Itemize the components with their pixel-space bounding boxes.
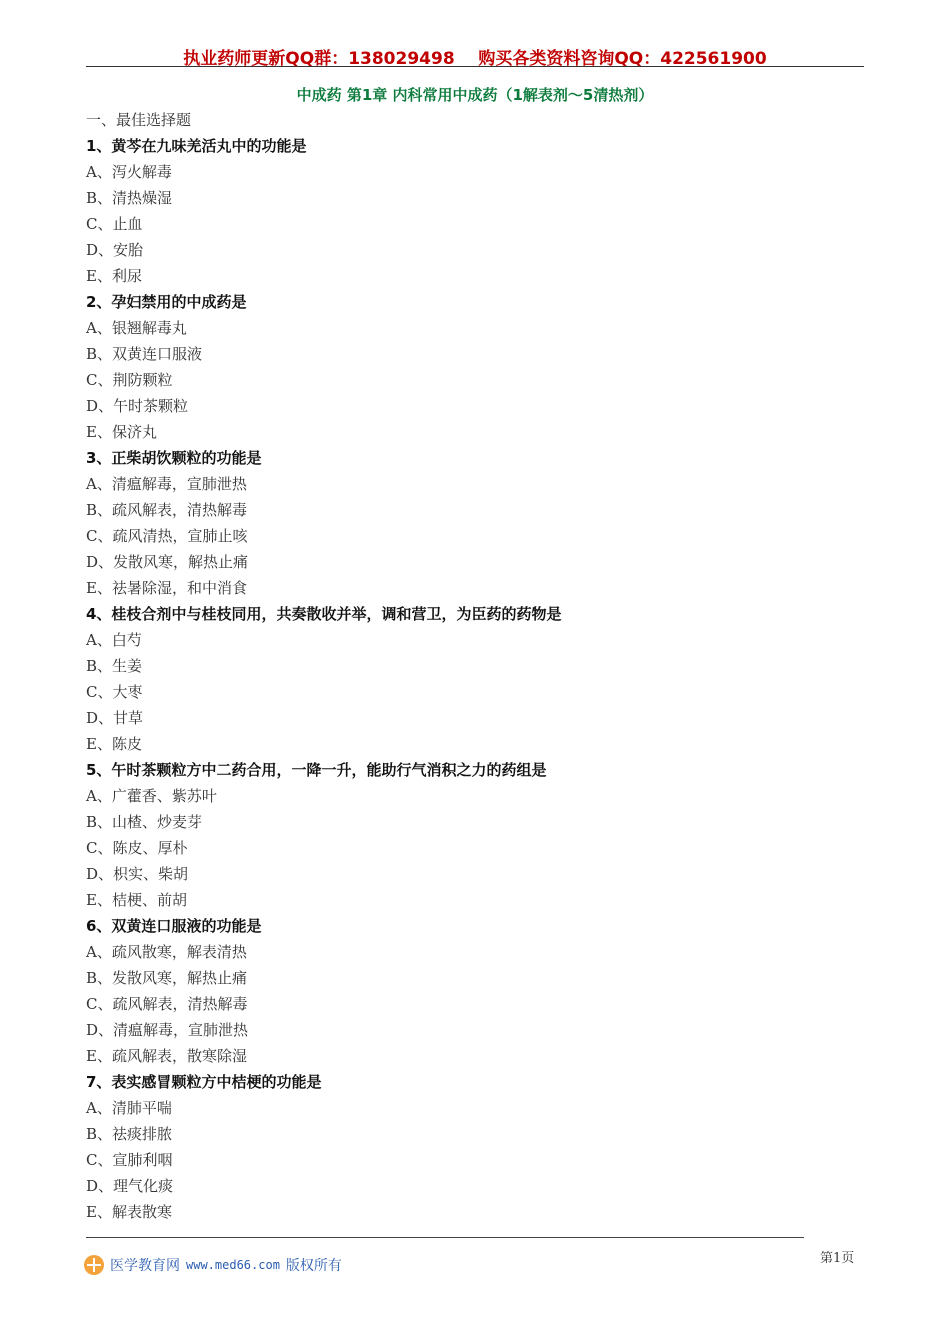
option-e: E、解表散寒 bbox=[86, 1203, 172, 1221]
question-5 bbox=[86, 757, 864, 913]
site-url-link[interactable]: www.med66.com bbox=[186, 1258, 280, 1272]
section-heading: 一、最佳选择题 bbox=[86, 111, 192, 129]
option-c: C、宣肺利咽 bbox=[86, 1151, 173, 1169]
question-stem: 1、黄芩在九味羌活丸中的功能是 bbox=[86, 137, 307, 155]
option-b: B、疏风解表，清热解毒 bbox=[86, 501, 248, 519]
question-2 bbox=[86, 289, 864, 445]
option-d: D、发散风寒，解热止痛 bbox=[86, 553, 249, 571]
option-a: A、银翘解毒丸 bbox=[86, 319, 187, 337]
question-6 bbox=[86, 913, 864, 1069]
option-c: C、荆防颗粒 bbox=[86, 371, 173, 389]
option-d: D、安胎 bbox=[86, 241, 144, 259]
option-a: A、疏风散寒，解表清热 bbox=[86, 943, 247, 961]
question-1 bbox=[86, 133, 864, 289]
option-a: A、泻火解毒 bbox=[86, 163, 172, 181]
option-b: B、祛痰排脓 bbox=[86, 1125, 173, 1143]
option-e: E、利尿 bbox=[86, 267, 142, 285]
document-title: 中成药 第1章 内科常用中成药（1解表剂～5清热剂） bbox=[296, 86, 654, 104]
option-d: D、甘草 bbox=[86, 709, 144, 727]
option-e: E、陈皮 bbox=[86, 735, 142, 753]
question-stem: 5、午时茶颗粒方中二药合用，一降一升，能助行气消积之力的药组是 bbox=[86, 761, 547, 779]
option-d: D、枳实、柴胡 bbox=[86, 865, 189, 883]
option-c: C、疏风清热，宣肺止咳 bbox=[86, 527, 248, 545]
option-b: B、生姜 bbox=[86, 657, 143, 675]
option-a: A、清肺平喘 bbox=[86, 1099, 172, 1117]
option-d: D、清瘟解毒，宣肺泄热 bbox=[86, 1021, 249, 1039]
question-stem: 7、表实感冒颗粒方中桔梗的功能是 bbox=[86, 1073, 322, 1091]
option-e: E、保济丸 bbox=[86, 423, 157, 441]
header-divider bbox=[86, 66, 864, 67]
option-e: E、桔梗、前胡 bbox=[86, 891, 187, 909]
footer-divider bbox=[86, 1237, 804, 1238]
option-a: A、白芍 bbox=[86, 631, 142, 649]
copyright-text: 版权所有 bbox=[285, 1258, 342, 1274]
footer bbox=[84, 1253, 342, 1277]
question-stem: 6、双黄连口服液的功能是 bbox=[86, 917, 262, 935]
option-c: C、陈皮、厚朴 bbox=[86, 839, 188, 857]
question-4 bbox=[86, 601, 864, 757]
option-b: B、清热燥湿 bbox=[86, 189, 173, 207]
option-e: E、祛暑除湿，和中消食 bbox=[86, 579, 247, 597]
option-b: B、山楂、炒麦芽 bbox=[86, 813, 203, 831]
question-stem: 2、孕妇禁用的中成药是 bbox=[86, 293, 247, 311]
question-list bbox=[86, 107, 864, 1225]
page-number: 第1页 bbox=[820, 1251, 855, 1266]
option-c: C、疏风解表，清热解毒 bbox=[86, 995, 248, 1013]
question-7 bbox=[86, 1069, 864, 1225]
option-a: A、广藿香、紫苏叶 bbox=[86, 787, 217, 805]
option-b: B、发散风寒，解热止痛 bbox=[86, 969, 248, 987]
option-c: C、止血 bbox=[86, 215, 143, 233]
question-stem: 4、桂枝合剂中与桂枝同用，共奏散收并举，调和营卫，为臣药的药物是 bbox=[86, 605, 562, 623]
question-stem: 3、正柴胡饮颗粒的功能是 bbox=[86, 449, 262, 467]
site-name: 医学教育网 bbox=[110, 1258, 180, 1274]
medical-cross-logo-icon bbox=[84, 1255, 104, 1275]
option-e: E、疏风解表，散寒除湿 bbox=[86, 1047, 247, 1065]
option-c: C、大枣 bbox=[86, 683, 143, 701]
option-d: D、理气化痰 bbox=[86, 1177, 174, 1195]
option-b: B、双黄连口服液 bbox=[86, 345, 203, 363]
question-3 bbox=[86, 445, 864, 601]
option-d: D、午时茶颗粒 bbox=[86, 397, 189, 415]
option-a: A、清瘟解毒，宣肺泄热 bbox=[86, 475, 247, 493]
header-contact-line: 执业药师更新QQ群：138029498 购买各类资料咨询QQ：422561900 bbox=[183, 49, 767, 69]
